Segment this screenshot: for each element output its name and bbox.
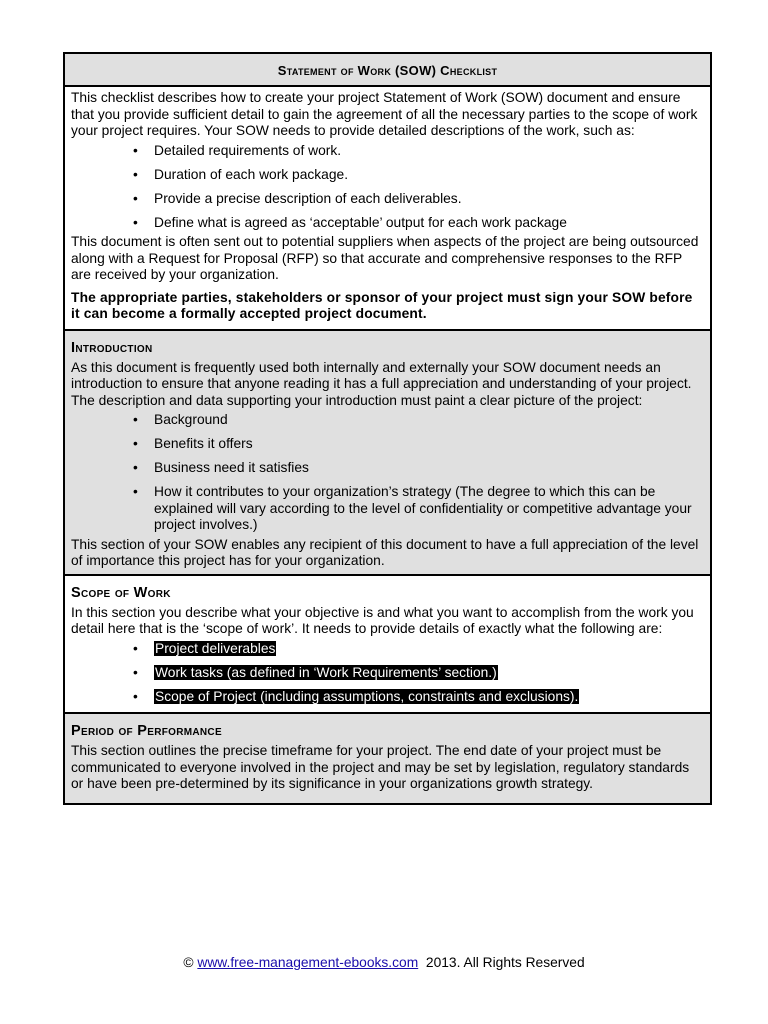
introduction-paragraph-2: This section of your SOW enables any recipient of this document to have a full appreciation of the level of importance this project has for your organization. <box>71 536 699 568</box>
scope-heading: Scope of Work <box>71 584 171 601</box>
signature-notice: The appropriate parties, stakeholders or sponsor of your project must sign your SOW before it can become a formally accepted project document. <box>71 289 693 321</box>
page-footer <box>0 955 768 970</box>
list-item: • Business need it satisfies <box>133 460 309 475</box>
checklist-document <box>63 52 712 805</box>
highlighted-text: Project deliverables <box>155 640 276 656</box>
highlighted-text: Scope of Project (including assumptions, constraints and exclusions). <box>155 688 579 704</box>
list-item: • Background <box>133 412 228 427</box>
period-paragraph: This section outlines the precise timeframe for your project. The end date of your project must be communicated to everyone involved in the project and may be set by legislation, regulatory standards or have been pre-determined by its significance in your organizations growth strategy. <box>71 743 690 791</box>
list-item <box>133 665 704 682</box>
copyright-text: 2013. All Rights Reserved <box>425 955 585 970</box>
list-item: • Duration of each work package. <box>133 166 349 182</box>
bullet-icon: • <box>133 460 138 475</box>
list-item: • Detailed requirements of work. <box>133 142 342 158</box>
copyright-symbol: © <box>183 955 194 970</box>
bullet-icon: • <box>133 436 138 451</box>
list-item <box>133 641 704 658</box>
scope-bullet-list <box>71 641 704 706</box>
period-section <box>65 714 710 805</box>
list-item: • Benefits it offers <box>133 436 253 451</box>
introduction-paragraph-1: As this document is frequently used both internally and externally your SOW document needs an introduction to ensure that anyone reading it has a full appreciation and understanding of your project. The description and data supporting your introduction must paint a clear picture of the project: <box>71 359 692 408</box>
list-item: • How it contributes to your organization’s strategy (The degree to which this can be explained will vary according to the level of confidentiality or competitive advantage your project involves.) <box>133 484 692 532</box>
introduction-bullet-list <box>71 412 704 534</box>
list-item: • Provide a precise description of each deliverables. <box>133 190 462 206</box>
list-item <box>133 689 704 706</box>
bullet-icon: • <box>133 484 138 499</box>
bullet-icon: • <box>133 142 138 158</box>
period-heading: Period of Performance <box>71 723 222 739</box>
bullet-icon: • <box>133 412 138 427</box>
overview-paragraph-2: This document is often sent out to potential suppliers when aspects of the project are being outsourced along with a Request for Proposal (RFP) so that accurate and comprehensive responses to the RFP are received by your organization. <box>71 234 699 282</box>
bullet-icon: • <box>133 190 138 206</box>
overview-paragraph-1: This checklist describes how to create your project Statement of Work (SOW) document and ensure that you provide sufficient detail to gain the agreement of all the necessary parties to the scope of work your project requires. Your SOW needs to provide detailed descriptions of the work, such as: <box>71 90 698 138</box>
document-title: Statement of Work (SOW) Checklist <box>65 54 710 87</box>
scope-paragraph: In this section you describe what your objective is and what you want to accomplish from the work you detail here that is the ‘scope of work’. It needs to provide details of exactly what the following are: <box>71 604 694 636</box>
highlighted-text: Work tasks (as defined in ‘Work Requirements’ section.) <box>155 664 497 680</box>
website-link[interactable]: www.free-management-ebooks.com <box>197 955 419 970</box>
bullet-icon: • <box>133 214 138 230</box>
overview-section <box>65 87 710 331</box>
list-item: • Define what is agreed as ‘acceptable’ output for each work package <box>133 214 567 230</box>
introduction-heading: Introduction <box>71 339 153 356</box>
overview-bullet-list <box>71 143 704 232</box>
scope-section <box>65 576 710 715</box>
bullet-icon: • <box>133 664 138 680</box>
bullet-icon: • <box>133 166 138 182</box>
bullet-icon: • <box>133 688 138 704</box>
bullet-icon: • <box>133 640 138 656</box>
introduction-section <box>65 331 710 576</box>
